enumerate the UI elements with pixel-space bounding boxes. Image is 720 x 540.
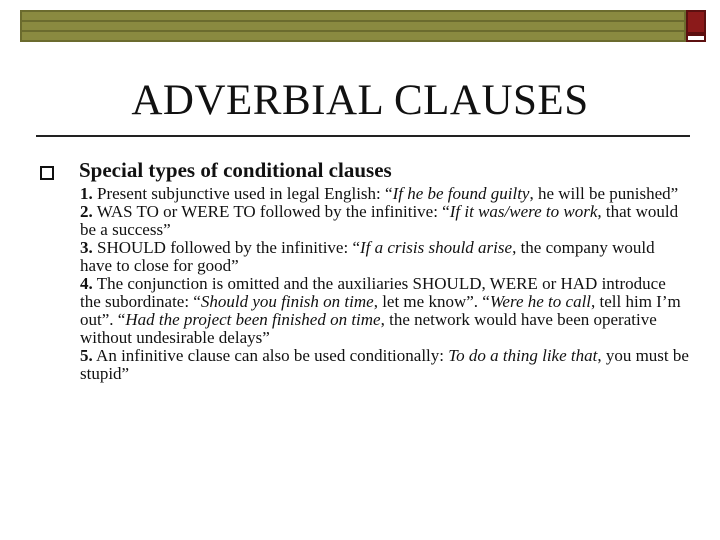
item-number: 3.	[80, 238, 93, 257]
list-item	[80, 275, 690, 347]
example-text: To do a thing like that	[448, 346, 598, 365]
accent-square	[686, 10, 706, 34]
item-text: WAS TO or WERE TO followed by the infinitive: “	[92, 202, 450, 221]
example-text: If a crisis should arise	[360, 238, 513, 257]
grid-line	[22, 20, 684, 22]
item-text: An infinitive clause can also be used conditionally:	[92, 346, 449, 365]
slide-body	[80, 185, 690, 383]
decorative-header-band	[0, 0, 720, 44]
list-item	[80, 239, 690, 275]
title-divider	[36, 135, 690, 137]
item-text: , let me know”. “	[373, 292, 490, 311]
list-item	[80, 347, 690, 383]
example-text: Should you finish on time	[200, 292, 374, 311]
list-item	[80, 203, 690, 239]
square-bullet-icon	[40, 166, 54, 180]
accent-square-lower	[686, 34, 706, 42]
section-heading: Special types of conditional clauses	[79, 158, 392, 182]
item-number: 5.	[80, 346, 93, 365]
item-text: , tell him I’m out”. “	[80, 292, 681, 329]
item-number: 2.	[80, 202, 93, 221]
list-item	[80, 185, 690, 203]
item-text: Present subjunctive used in legal English: “	[92, 184, 393, 203]
item-text: The conjunction is omitted and the auxiliaries SHOULD, WERE or HAD introduce the subordinate: “	[80, 274, 666, 311]
example-text: Had the project been finished on time	[125, 310, 381, 329]
grid-line	[22, 30, 684, 32]
example-text: Were he to call	[489, 292, 592, 311]
item-text: , the network would have been operative without undesirable delays”	[80, 310, 657, 347]
slide-title: ADVERBIAL CLAUSES	[131, 77, 589, 124]
header-grid-decoration	[20, 10, 686, 42]
item-text: , you must be stupid”	[80, 346, 689, 383]
item-number: 1.	[80, 184, 93, 203]
item-text: , that would be a success”	[80, 202, 679, 239]
example-text: If he be found guilty	[392, 184, 530, 203]
item-text: , the company would have to close for good”	[80, 238, 655, 275]
item-text: , he will be punished”	[529, 184, 679, 203]
example-text: If it was/were to work	[449, 202, 598, 221]
item-number: 4.	[80, 274, 93, 293]
item-text: SHOULD followed by the infinitive: “	[92, 238, 360, 257]
